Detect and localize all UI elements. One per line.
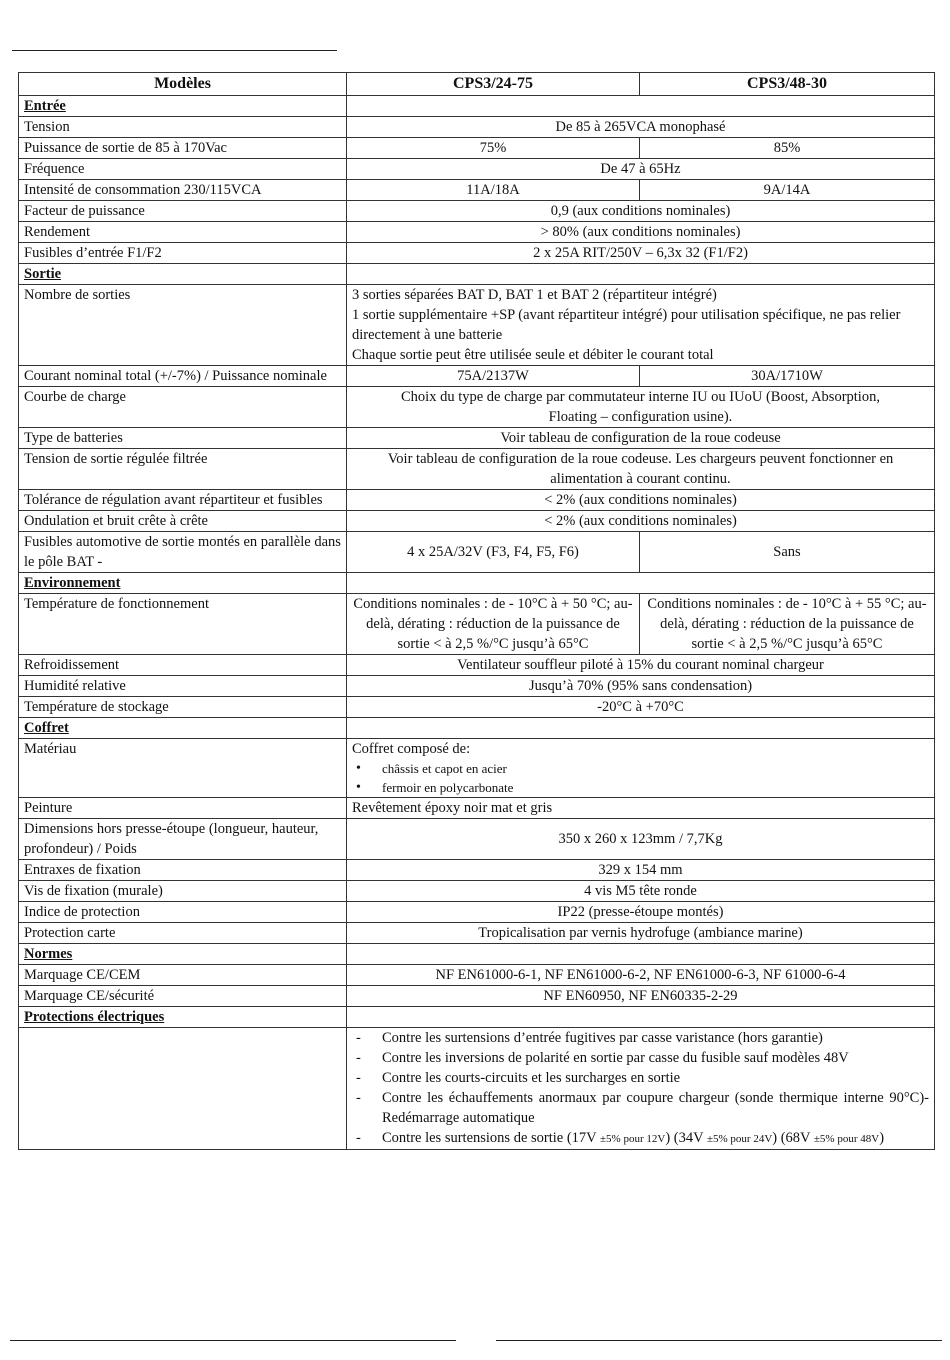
row-value: NF EN60950, NF EN60335-2-29	[347, 986, 935, 1007]
row-label: Courant nominal total (+/-7%) / Puissance nominale	[19, 366, 347, 387]
row-value: Ventilateur souffleur piloté à 15% du courant nominal chargeur	[347, 655, 935, 676]
row-value-a: 75%	[347, 138, 640, 159]
list-item: • châssis et capot en acier	[382, 759, 929, 778]
table-row	[19, 655, 935, 676]
table-row	[19, 819, 935, 860]
row-label: Marquage CE/CEM	[19, 965, 347, 986]
row-value: 329 x 154 mm	[347, 860, 935, 881]
section-coffret: Coffret	[19, 718, 347, 739]
row-value: IP22 (presse-étoupe montés)	[347, 902, 935, 923]
row-value: 2 x 25A RIT/250V – 6,3x 32 (F1/F2)	[347, 243, 935, 264]
table-row	[19, 428, 935, 449]
row-value: Voir tableau de configuration de la roue codeuse. Les chargeurs peuvent fonctionner en alimentation à courant continu.	[347, 449, 935, 490]
row-value: 350 x 260 x 123mm / 7,7Kg	[347, 819, 935, 860]
list-item: - Contre les échauffements anormaux par coupure chargeur (sonde thermique interne 90°C)- Redémarrage automatique	[382, 1088, 929, 1128]
table-row	[19, 676, 935, 697]
materiau-intro: Coffret composé de:	[352, 741, 471, 757]
row-value-b: Sans	[640, 532, 935, 573]
row-label: Peinture	[19, 798, 347, 819]
row-label: Marquage CE/sécurité	[19, 986, 347, 1007]
section-spacer	[347, 264, 935, 285]
table-row	[19, 511, 935, 532]
p5-tolerance-24v: ±5% pour 24V	[706, 1133, 773, 1145]
model-a-header: CPS3/24-75	[347, 73, 640, 96]
table-row	[19, 243, 935, 264]
row-label: Humidité relative	[19, 676, 347, 697]
section-row	[19, 264, 935, 285]
table-row	[19, 159, 935, 180]
table-row	[19, 902, 935, 923]
table-row	[19, 923, 935, 944]
table-row	[19, 180, 935, 201]
row-label: Courbe de charge	[19, 387, 347, 428]
row-value: NF EN61000-6-1, NF EN61000-6-2, NF EN61000-6-3, NF 61000-6-4	[347, 965, 935, 986]
models-header: Modèles	[19, 73, 347, 96]
row-label: Tension de sortie régulée filtrée	[19, 449, 347, 490]
section-spacer	[347, 96, 935, 117]
table-row	[19, 965, 935, 986]
p5-text-2: ) (34V	[665, 1130, 704, 1146]
row-label: Fusibles d’entrée F1/F2	[19, 243, 347, 264]
row-label: Protection carte	[19, 923, 347, 944]
section-protections: Protections électriques	[19, 1007, 347, 1028]
p5-tolerance-12v: ±5% pour 12V	[600, 1133, 666, 1145]
list-item: • fermoir en polycarbonate	[382, 778, 929, 797]
section-spacer	[347, 573, 935, 594]
row-value: Jusqu’à 70% (95% sans condensation)	[347, 676, 935, 697]
table-header-row	[19, 73, 935, 96]
section-row	[19, 573, 935, 594]
row-label: Fréquence	[19, 159, 347, 180]
table-row	[19, 798, 935, 819]
row-label: Intensité de consommation 230/115VCA	[19, 180, 347, 201]
section-row	[19, 718, 935, 739]
row-value	[347, 739, 935, 798]
outputs-line-1: 3 sorties séparées BAT D, BAT 1 et BAT 2 (répartiteur intégré)	[352, 287, 717, 303]
list-item: - Contre les courts-circuits et les surcharges en sortie	[382, 1068, 929, 1088]
row-value	[347, 285, 935, 366]
table-row	[19, 986, 935, 1007]
row-value-a: Conditions nominales : de - 10°C à + 50 °C; au-delà, dérating : réduction de la puissance de sortie < à 2,5 %/°C jusqu’à 65°C	[347, 594, 640, 655]
row-value-a: 4 x 25A/32V (F3, F4, F5, F6)	[347, 532, 640, 573]
row-value: Choix du type de charge par commutateur interne IU ou IUoU (Boost, Absorption, Floating – configuration usine).	[347, 387, 935, 428]
row-label: Température de fonctionnement	[19, 594, 347, 655]
outputs-line-2: 1 sortie supplémentaire +SP (avant répartiteur intégré) pour utilisation spécifique, ne pas relier directement à une batterie	[352, 307, 901, 343]
section-row	[19, 1007, 935, 1028]
row-value: Voir tableau de configuration de la roue codeuse	[347, 428, 935, 449]
row-label: Entraxes de fixation	[19, 860, 347, 881]
row-label: Tolérance de régulation avant répartiteur et fusibles	[19, 490, 347, 511]
table-row	[19, 387, 935, 428]
row-label: Dimensions hors presse-étoupe (longueur, hauteur, profondeur) / Poids	[19, 819, 347, 860]
list-item	[382, 1128, 929, 1149]
table-row	[19, 697, 935, 718]
p5-text-end: )	[879, 1130, 885, 1146]
row-value: Tropicalisation par vernis hydrofuge (ambiance marine)	[347, 923, 935, 944]
list-item: - Contre les inversions de polarité en sortie par casse du fusible sauf modèles 48V	[382, 1048, 929, 1068]
section-normes: Normes	[19, 944, 347, 965]
p5-tolerance-48v: ±5% pour 48V	[813, 1133, 880, 1145]
row-label: Refroidissement	[19, 655, 347, 676]
section-row	[19, 944, 935, 965]
row-value-a: 75A/2137W	[347, 366, 640, 387]
row-label: Matériau	[19, 739, 347, 798]
row-value: -20°C à +70°C	[347, 697, 935, 718]
row-value: 0,9 (aux conditions nominales)	[347, 201, 935, 222]
table-row	[19, 490, 935, 511]
table-row	[19, 366, 935, 387]
section-row	[19, 96, 935, 117]
section-sortie: Sortie	[19, 264, 347, 285]
row-value-b: 30A/1710W	[640, 366, 935, 387]
table-row	[19, 1028, 935, 1150]
p5-text: Contre les surtensions de sortie (17V	[382, 1130, 597, 1146]
row-value: > 80% (aux conditions nominales)	[347, 222, 935, 243]
table-row	[19, 449, 935, 490]
table-row	[19, 285, 935, 366]
section-entree: Entrée	[19, 96, 347, 117]
section-environnement: Environnement	[19, 573, 347, 594]
row-value: 4 vis M5 tête ronde	[347, 881, 935, 902]
model-b-header: CPS3/48-30	[640, 73, 935, 96]
table-row	[19, 739, 935, 798]
row-value-b: Conditions nominales : de - 10°C à + 55 °C; au-delà, dérating : réduction de la puissance de sortie < à 2,5 %/°C jusqu’à 65°C	[640, 594, 935, 655]
outputs-line-3: Chaque sortie peut être utilisée seule et débiter le courant total	[352, 347, 714, 363]
section-spacer	[347, 944, 935, 965]
footer-rule-left	[10, 1340, 456, 1341]
row-label: Facteur de puissance	[19, 201, 347, 222]
row-value-b: 85%	[640, 138, 935, 159]
row-value-b: 9A/14A	[640, 180, 935, 201]
section-spacer	[347, 1007, 935, 1028]
section-spacer	[347, 718, 935, 739]
row-label: Fusibles automotive de sortie montés en parallèle dans le pôle BAT -	[19, 532, 347, 573]
row-label: Type de batteries	[19, 428, 347, 449]
protections-list-cell	[347, 1028, 935, 1150]
table-row	[19, 201, 935, 222]
table-row	[19, 881, 935, 902]
row-label: Indice de protection	[19, 902, 347, 923]
row-value: Revêtement époxy noir mat et gris	[347, 798, 935, 819]
table-row	[19, 532, 935, 573]
list-item: - Contre les surtensions d’entrée fugitives par casse varistance (hors garantie)	[382, 1028, 929, 1048]
row-label: Température de stockage	[19, 697, 347, 718]
p5-text-3: ) (68V	[772, 1130, 811, 1146]
materiau-list	[352, 759, 929, 797]
row-label: Nombre de sorties	[19, 285, 347, 366]
row-label: Ondulation et bruit crête à crête	[19, 511, 347, 532]
footer-rule-right	[496, 1340, 942, 1341]
table-row	[19, 222, 935, 243]
row-value: De 47 à 65Hz	[347, 159, 935, 180]
header-rule	[12, 50, 337, 51]
row-value: < 2% (aux conditions nominales)	[347, 490, 935, 511]
specifications-table	[18, 72, 935, 1150]
table-row	[19, 117, 935, 138]
row-label-empty	[19, 1028, 347, 1150]
table-row	[19, 138, 935, 159]
row-value: De 85 à 265VCA monophasé	[347, 117, 935, 138]
protections-list	[352, 1028, 929, 1149]
row-label: Tension	[19, 117, 347, 138]
row-label: Vis de fixation (murale)	[19, 881, 347, 902]
row-label: Rendement	[19, 222, 347, 243]
row-value-a: 11A/18A	[347, 180, 640, 201]
table-row	[19, 594, 935, 655]
row-value: < 2% (aux conditions nominales)	[347, 511, 935, 532]
row-label: Puissance de sortie de 85 à 170Vac	[19, 138, 347, 159]
table-row	[19, 860, 935, 881]
